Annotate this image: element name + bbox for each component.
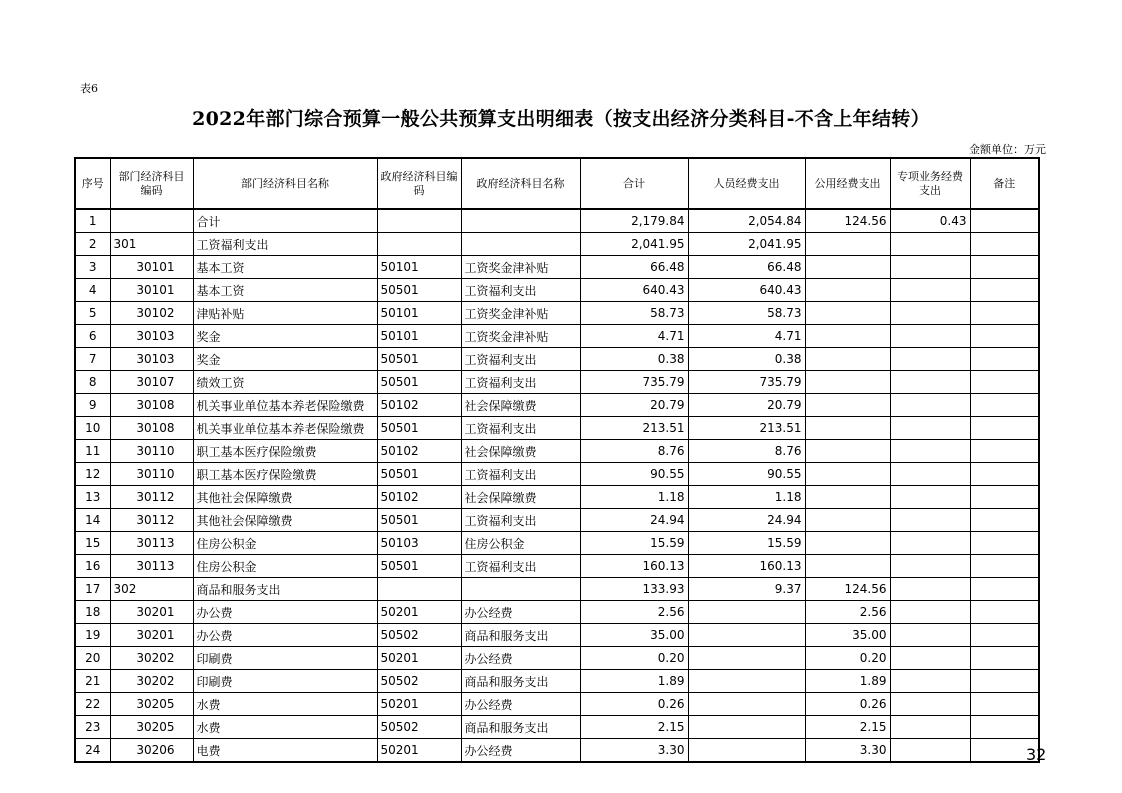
total-amount-cell: 20.79 [580,394,688,417]
row-number-cell: 1 [75,209,110,233]
remark-cell [970,325,1039,348]
dept-econ-code-cell: 30110 [110,440,193,463]
public-expense-cell [805,233,890,256]
total-amount-cell: 0.20 [580,647,688,670]
row-number-cell: 16 [75,555,110,578]
public-expense-cell [805,463,890,486]
special-expense-cell [890,256,970,279]
public-expense-cell [805,394,890,417]
dept-econ-name-cell: 津贴补贴 [193,302,377,325]
column-header: 公用经费支出 [805,158,890,209]
table-row [75,440,1039,463]
special-expense-cell [890,578,970,601]
dept-econ-name-cell: 商品和服务支出 [193,578,377,601]
special-expense-cell [890,325,970,348]
gov-econ-name-cell: 工资福利支出 [461,371,580,394]
column-header: 合计 [580,158,688,209]
personnel-expense-cell: 640.43 [688,279,805,302]
dept-econ-code-cell: 30101 [110,256,193,279]
row-number-cell: 13 [75,486,110,509]
remark-cell [970,578,1039,601]
dept-econ-code-cell: 30103 [110,325,193,348]
column-header: 政府经济科目编码 [377,158,461,209]
table-row [75,325,1039,348]
dept-econ-code-cell: 30205 [110,716,193,739]
gov-econ-code-cell: 50101 [377,325,461,348]
gov-econ-code-cell [377,578,461,601]
public-expense-cell: 35.00 [805,624,890,647]
table-row [75,279,1039,302]
dept-econ-code-cell: 30108 [110,417,193,440]
gov-econ-name-cell: 工资奖金津补贴 [461,325,580,348]
special-expense-cell [890,371,970,394]
special-expense-cell [890,348,970,371]
remark-cell [970,716,1039,739]
public-expense-cell [805,302,890,325]
table-row [75,509,1039,532]
public-expense-cell [805,256,890,279]
public-expense-cell: 0.20 [805,647,890,670]
total-amount-cell: 0.38 [580,348,688,371]
row-number-cell: 18 [75,601,110,624]
special-expense-cell: 0.43 [890,209,970,233]
table-number-label: 表6 [80,82,98,95]
dept-econ-name-cell: 电费 [193,739,377,763]
gov-econ-code-cell: 50101 [377,302,461,325]
table-row [75,578,1039,601]
dept-econ-code-cell: 30206 [110,739,193,763]
total-amount-cell: 4.71 [580,325,688,348]
remark-cell [970,371,1039,394]
table-row [75,233,1039,256]
public-expense-cell: 0.26 [805,693,890,716]
gov-econ-code-cell: 50502 [377,716,461,739]
dept-econ-name-cell: 水费 [193,693,377,716]
row-number-cell: 10 [75,417,110,440]
amount-unit-label: 金额单位：万元 [969,143,1046,156]
gov-econ-code-cell: 50201 [377,601,461,624]
row-number-cell: 20 [75,647,110,670]
dept-econ-name-cell: 基本工资 [193,279,377,302]
personnel-expense-cell: 8.76 [688,440,805,463]
dept-econ-code-cell: 30102 [110,302,193,325]
public-expense-cell [805,532,890,555]
gov-econ-code-cell: 50501 [377,279,461,302]
row-number-cell: 15 [75,532,110,555]
personnel-expense-cell: 90.55 [688,463,805,486]
personnel-expense-cell [688,739,805,763]
row-number-cell: 12 [75,463,110,486]
row-number-cell: 23 [75,716,110,739]
dept-econ-code-cell: 30202 [110,670,193,693]
public-expense-cell [805,486,890,509]
row-number-cell: 17 [75,578,110,601]
gov-econ-name-cell [461,233,580,256]
personnel-expense-cell: 213.51 [688,417,805,440]
gov-econ-code-cell: 50102 [377,486,461,509]
dept-econ-name-cell: 其他社会保障缴费 [193,486,377,509]
special-expense-cell [890,624,970,647]
gov-econ-name-cell [461,209,580,233]
total-amount-cell: 1.18 [580,486,688,509]
row-number-cell: 9 [75,394,110,417]
total-amount-cell: 160.13 [580,555,688,578]
column-header: 政府经济科目名称 [461,158,580,209]
personnel-expense-cell: 15.59 [688,532,805,555]
public-expense-cell [805,325,890,348]
remark-cell [970,693,1039,716]
remark-cell [970,647,1039,670]
gov-econ-name-cell: 工资福利支出 [461,509,580,532]
special-expense-cell [890,302,970,325]
personnel-expense-cell [688,601,805,624]
dept-econ-code-cell: 30108 [110,394,193,417]
gov-econ-code-cell: 50103 [377,532,461,555]
public-expense-cell: 124.56 [805,209,890,233]
table-row [75,394,1039,417]
dept-econ-name-cell: 住房公积金 [193,555,377,578]
dept-econ-code-cell: 301 [110,233,193,256]
remark-cell [970,601,1039,624]
table-row [75,555,1039,578]
gov-econ-name-cell: 工资奖金津补贴 [461,256,580,279]
special-expense-cell [890,532,970,555]
row-number-cell: 19 [75,624,110,647]
special-expense-cell [890,647,970,670]
gov-econ-code-cell: 50501 [377,417,461,440]
total-amount-cell: 35.00 [580,624,688,647]
public-expense-cell [805,348,890,371]
public-expense-cell [805,509,890,532]
dept-econ-code-cell: 30205 [110,693,193,716]
dept-econ-code-cell: 30113 [110,532,193,555]
page-number: 32 [1026,745,1047,764]
special-expense-cell [890,509,970,532]
gov-econ-name-cell: 工资奖金津补贴 [461,302,580,325]
total-amount-cell: 0.26 [580,693,688,716]
special-expense-cell [890,463,970,486]
special-expense-cell [890,716,970,739]
special-expense-cell [890,279,970,302]
table-row [75,209,1039,233]
remark-cell [970,509,1039,532]
budget-detail-table [74,157,1040,763]
column-header: 部门经济科目编码 [110,158,193,209]
dept-econ-code-cell [110,209,193,233]
gov-econ-name-cell: 社会保障缴费 [461,440,580,463]
gov-econ-code-cell: 50102 [377,394,461,417]
row-number-cell: 24 [75,739,110,763]
personnel-expense-cell [688,624,805,647]
gov-econ-code-cell: 50201 [377,739,461,763]
total-amount-cell: 2,041.95 [580,233,688,256]
remark-cell [970,670,1039,693]
dept-econ-name-cell: 工资福利支出 [193,233,377,256]
table-row [75,739,1039,763]
dept-econ-name-cell: 其他社会保障缴费 [193,509,377,532]
gov-econ-name-cell: 商品和服务支出 [461,716,580,739]
public-expense-cell [805,417,890,440]
dept-econ-name-cell: 机关事业单位基本养老保险缴费 [193,417,377,440]
personnel-expense-cell [688,693,805,716]
remark-cell [970,279,1039,302]
table-row [75,348,1039,371]
dept-econ-code-cell: 30201 [110,601,193,624]
public-expense-cell [805,371,890,394]
gov-econ-code-cell: 50502 [377,624,461,647]
dept-econ-name-cell: 基本工资 [193,256,377,279]
dept-econ-name-cell: 印刷费 [193,647,377,670]
dept-econ-name-cell: 印刷费 [193,670,377,693]
personnel-expense-cell: 24.94 [688,509,805,532]
gov-econ-name-cell: 工资福利支出 [461,279,580,302]
row-number-cell: 6 [75,325,110,348]
row-number-cell: 8 [75,371,110,394]
column-header: 序号 [75,158,110,209]
remark-cell [970,532,1039,555]
remark-cell [970,486,1039,509]
total-amount-cell: 735.79 [580,371,688,394]
table-header-row [75,158,1039,209]
personnel-expense-cell: 58.73 [688,302,805,325]
total-amount-cell: 15.59 [580,532,688,555]
table-body [75,209,1039,762]
total-amount-cell: 8.76 [580,440,688,463]
public-expense-cell: 3.30 [805,739,890,763]
gov-econ-code-cell: 50501 [377,555,461,578]
gov-econ-code-cell [377,209,461,233]
table-row [75,647,1039,670]
personnel-expense-cell [688,670,805,693]
personnel-expense-cell [688,647,805,670]
gov-econ-name-cell: 办公经费 [461,693,580,716]
gov-econ-name-cell: 工资福利支出 [461,417,580,440]
gov-econ-code-cell: 50201 [377,647,461,670]
remark-cell [970,417,1039,440]
total-amount-cell: 2,179.84 [580,209,688,233]
special-expense-cell [890,394,970,417]
special-expense-cell [890,739,970,763]
gov-econ-name-cell: 办公经费 [461,739,580,763]
row-number-cell: 3 [75,256,110,279]
personnel-expense-cell: 20.79 [688,394,805,417]
gov-econ-name-cell: 工资福利支出 [461,348,580,371]
dept-econ-name-cell: 职工基本医疗保险缴费 [193,463,377,486]
dept-econ-code-cell: 30112 [110,509,193,532]
gov-econ-code-cell: 50501 [377,348,461,371]
dept-econ-name-cell: 奖金 [193,325,377,348]
dept-econ-code-cell: 30113 [110,555,193,578]
remark-cell [970,440,1039,463]
dept-econ-code-cell: 30103 [110,348,193,371]
table-row [75,371,1039,394]
row-number-cell: 5 [75,302,110,325]
table-row [75,463,1039,486]
row-number-cell: 11 [75,440,110,463]
public-expense-cell [805,279,890,302]
personnel-expense-cell: 4.71 [688,325,805,348]
remark-cell [970,463,1039,486]
gov-econ-code-cell: 50201 [377,693,461,716]
row-number-cell: 7 [75,348,110,371]
personnel-expense-cell: 66.48 [688,256,805,279]
gov-econ-code-cell: 50502 [377,670,461,693]
special-expense-cell [890,670,970,693]
remark-cell [970,209,1039,233]
table-row [75,670,1039,693]
gov-econ-code-cell: 50501 [377,371,461,394]
public-expense-cell [805,555,890,578]
remark-cell [970,256,1039,279]
column-header: 人员经费支出 [688,158,805,209]
dept-econ-code-cell: 302 [110,578,193,601]
remark-cell [970,555,1039,578]
personnel-expense-cell [688,716,805,739]
remark-cell [970,302,1039,325]
special-expense-cell [890,440,970,463]
dept-econ-name-cell: 绩效工资 [193,371,377,394]
dept-econ-code-cell: 30201 [110,624,193,647]
column-header: 专项业务经费支出 [890,158,970,209]
gov-econ-name-cell: 工资福利支出 [461,463,580,486]
total-amount-cell: 24.94 [580,509,688,532]
gov-econ-code-cell [377,233,461,256]
personnel-expense-cell: 0.38 [688,348,805,371]
column-header: 备注 [970,158,1039,209]
special-expense-cell [890,233,970,256]
gov-econ-name-cell: 办公经费 [461,647,580,670]
total-amount-cell: 58.73 [580,302,688,325]
gov-econ-name-cell: 办公经费 [461,601,580,624]
row-number-cell: 14 [75,509,110,532]
dept-econ-name-cell: 水费 [193,716,377,739]
table-row [75,532,1039,555]
public-expense-cell: 2.56 [805,601,890,624]
gov-econ-name-cell: 工资福利支出 [461,555,580,578]
remark-cell [970,624,1039,647]
total-amount-cell: 3.30 [580,739,688,763]
table-row [75,693,1039,716]
row-number-cell: 2 [75,233,110,256]
total-amount-cell: 1.89 [580,670,688,693]
special-expense-cell [890,555,970,578]
personnel-expense-cell: 2,041.95 [688,233,805,256]
dept-econ-name-cell: 合计 [193,209,377,233]
dept-econ-name-cell: 职工基本医疗保险缴费 [193,440,377,463]
row-number-cell: 21 [75,670,110,693]
special-expense-cell [890,601,970,624]
public-expense-cell: 2.15 [805,716,890,739]
gov-econ-name-cell: 商品和服务支出 [461,670,580,693]
gov-econ-code-cell: 50501 [377,463,461,486]
dept-econ-name-cell: 住房公积金 [193,532,377,555]
table-row [75,417,1039,440]
remark-cell [970,233,1039,256]
dept-econ-name-cell: 办公费 [193,601,377,624]
gov-econ-code-cell: 50501 [377,509,461,532]
total-amount-cell: 213.51 [580,417,688,440]
dept-econ-code-cell: 30112 [110,486,193,509]
special-expense-cell [890,417,970,440]
total-amount-cell: 640.43 [580,279,688,302]
gov-econ-code-cell: 50101 [377,256,461,279]
total-amount-cell: 2.15 [580,716,688,739]
dept-econ-code-cell: 30202 [110,647,193,670]
personnel-expense-cell: 160.13 [688,555,805,578]
personnel-expense-cell: 735.79 [688,371,805,394]
table-row [75,716,1039,739]
gov-econ-name-cell: 社会保障缴费 [461,486,580,509]
gov-econ-name-cell: 社会保障缴费 [461,394,580,417]
table-row [75,486,1039,509]
personnel-expense-cell: 1.18 [688,486,805,509]
gov-econ-name-cell: 商品和服务支出 [461,624,580,647]
table-row [75,302,1039,325]
personnel-expense-cell: 2,054.84 [688,209,805,233]
special-expense-cell [890,486,970,509]
total-amount-cell: 66.48 [580,256,688,279]
dept-econ-name-cell: 奖金 [193,348,377,371]
public-expense-cell: 1.89 [805,670,890,693]
special-expense-cell [890,693,970,716]
public-expense-cell: 124.56 [805,578,890,601]
dept-econ-code-cell: 30110 [110,463,193,486]
column-header: 部门经济科目名称 [193,158,377,209]
dept-econ-name-cell: 办公费 [193,624,377,647]
table-row [75,601,1039,624]
gov-econ-name-cell [461,578,580,601]
table-row [75,256,1039,279]
total-amount-cell: 133.93 [580,578,688,601]
gov-econ-name-cell: 住房公积金 [461,532,580,555]
gov-econ-code-cell: 50102 [377,440,461,463]
row-number-cell: 22 [75,693,110,716]
table-row [75,624,1039,647]
document-title: 2022年部门综合预算一般公共预算支出明细表（按支出经济分类科目-不含上年结转） [192,108,930,130]
remark-cell [970,394,1039,417]
public-expense-cell [805,440,890,463]
dept-econ-code-cell: 30101 [110,279,193,302]
dept-econ-name-cell: 机关事业单位基本养老保险缴费 [193,394,377,417]
remark-cell [970,348,1039,371]
personnel-expense-cell: 9.37 [688,578,805,601]
row-number-cell: 4 [75,279,110,302]
total-amount-cell: 2.56 [580,601,688,624]
dept-econ-code-cell: 30107 [110,371,193,394]
total-amount-cell: 90.55 [580,463,688,486]
